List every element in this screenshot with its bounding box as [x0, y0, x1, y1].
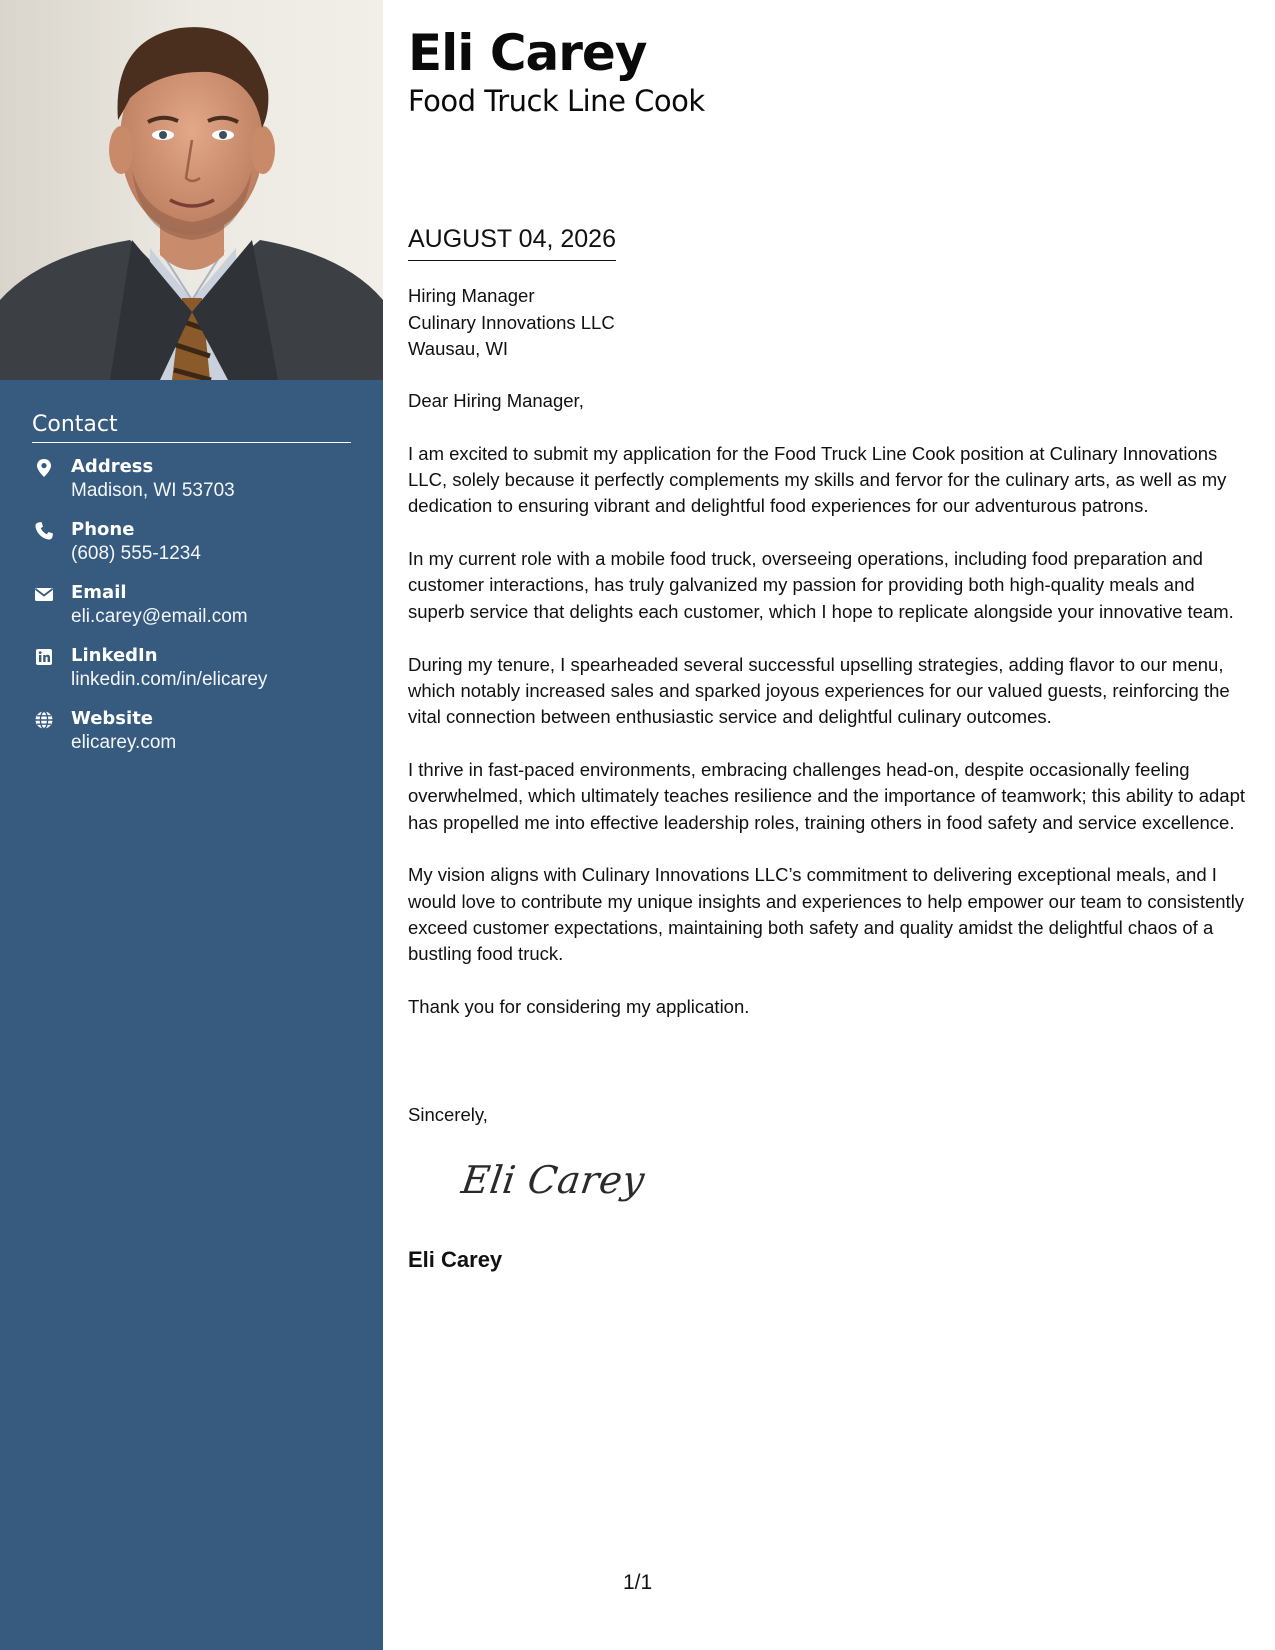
body-paragraph: My vision aligns with Culinary Innovations LLC’s commitment to delivering exceptional meals, and I would love to contribute my unique insights and experiences to help empower our team to consistently exceed customer expectations, maintaining both safety and quality amidst the delightful chaos of a bustling food truck.: [408, 864, 1245, 965]
job-title: Food Truck Line Cook: [408, 84, 705, 118]
contact-phone: [32, 518, 351, 581]
address-label: Address: [71, 456, 154, 477]
signed-name: Eli Carey: [408, 1247, 503, 1272]
body-paragraph: During my tenure, I spearheaded several successful upselling strategies, adding flavor to our menu, which notably increased sales and sparked joyous experiences for our valued guests, reinforcing the vital connection between enthusiastic service and delightful culinary outcomes.: [408, 653, 1230, 728]
letter-body: [408, 388, 1248, 1047]
handwritten-signature: Eli Carey: [458, 1158, 648, 1202]
recipient-title: Hiring Manager: [408, 285, 535, 306]
letter-date: AUGUST 04, 2026: [408, 223, 616, 261]
linkedin-value[interactable]: linkedin.com/in/elicarey: [71, 669, 268, 690]
website-value[interactable]: elicarey.com: [71, 732, 177, 753]
globe-icon: [34, 710, 54, 730]
contact-website: [32, 707, 351, 770]
location-pin-icon: [34, 458, 54, 478]
contact-email: [32, 581, 351, 644]
contact-linkedin: [32, 644, 351, 707]
body-paragraph: Thank you for considering my application.: [408, 996, 750, 1018]
website-label: Website: [71, 708, 154, 729]
recipient-company: Culinary Innovations LLC: [408, 311, 615, 333]
body-paragraph: I am excited to submit my application for the Food Truck Line Cook position at Culinary Innovations LLC, solely because it perfectly complements my skills and fervor for the culinary arts, as well as my dedication to ensuring vibrant and delightful food experiences for our adventurous patrons.: [408, 442, 1227, 517]
phone-icon: [34, 521, 54, 541]
salutation: Dear Hiring Manager,: [408, 390, 584, 411]
applicant-name: Eli Carey: [408, 24, 647, 82]
recipient-location: Wausau, WI: [408, 338, 509, 359]
recipient-block: [408, 283, 615, 363]
contact-section: [32, 412, 351, 770]
body-paragraph: In my current role with a mobile food truck, overseeing operations, including food preparation and customer interactions, has truly galvanized my passion for providing both high-quality meals and superb service that delights each customer, which I hope to replicate alongside your innovative team.: [408, 548, 1234, 622]
address-value: Madison, WI 53703: [71, 480, 235, 501]
sidebar: [0, 0, 383, 1650]
portrait-photo: [0, 0, 383, 380]
linkedin-icon: [34, 647, 54, 667]
linkedin-label: LinkedIn: [71, 645, 158, 666]
email-value[interactable]: eli.carey@email.com: [71, 606, 248, 627]
phone-value: (608) 555-1234: [71, 543, 201, 564]
phone-label: Phone: [71, 519, 135, 540]
page-number: 1/1: [623, 1571, 653, 1594]
envelope-icon: [34, 584, 54, 604]
contact-heading: Contact: [32, 412, 351, 443]
body-paragraph: I thrive in fast-paced environments, embracing challenges head-on, despite occasionally feeling overwhelmed, which ultimately teaches resilience and the importance of teamwork; this ability to adapt has propelled me into effective leadership roles, training others in food safety and service excellence.: [408, 758, 1246, 833]
closing: Sincerely,: [408, 1104, 488, 1125]
email-label: Email: [71, 582, 127, 603]
contact-address: [32, 455, 351, 518]
